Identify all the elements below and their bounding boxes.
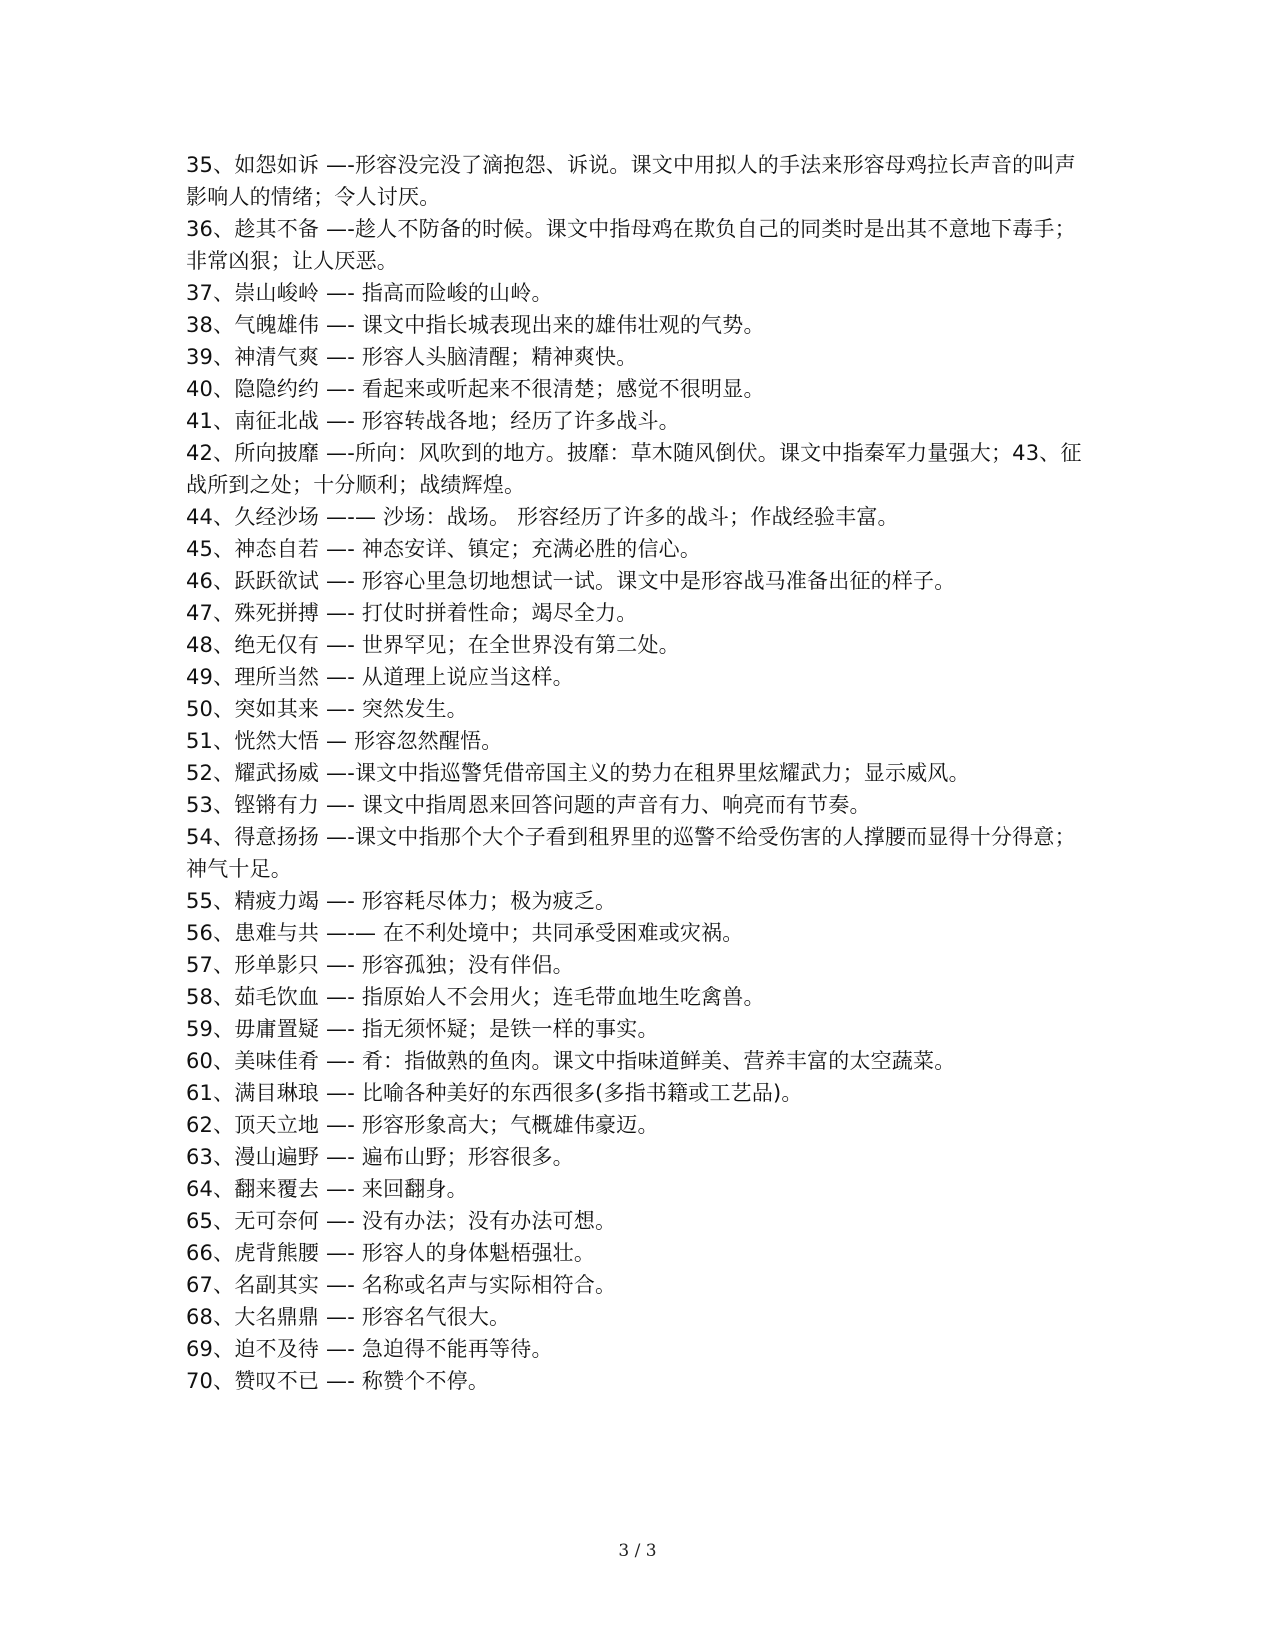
list-item: 61、满目琳琅 —- 比喻各种美好的东西很多(多指书籍或工艺品)。 bbox=[186, 1081, 803, 1105]
list-item: 64、翻来覆去 —- 来回翻身。 bbox=[186, 1177, 468, 1201]
list-item: 47、殊死拼搏 —- 打仗时拼着性命；竭尽全力。 bbox=[186, 601, 638, 625]
list-item: 40、隐隐约约 —- 看起来或听起来不很清楚；感觉不很明显。 bbox=[186, 377, 765, 401]
list-item: 46、跃跃欲试 —- 形容心里急切地想试一试。课文中是形容战马准备出征的样子。 bbox=[186, 569, 956, 593]
list-item: 49、理所当然 —- 从道理上说应当这样。 bbox=[186, 665, 574, 689]
list-item: 39、神清气爽 —- 形容人头脑清醒；精神爽快。 bbox=[186, 345, 638, 369]
list-item: 41、南征北战 —- 形容转战各地；经历了许多战斗。 bbox=[186, 409, 680, 433]
list-item: 44、久经沙场 —-— 沙场：战场。 形容经历了许多的战斗；作战经验丰富。 bbox=[186, 505, 899, 529]
list-item: 68、大名鼎鼎 —- 形容名气很大。 bbox=[186, 1305, 511, 1329]
list-item: 36、趁其不备 —-趁人不防备的时候。课文中指母鸡在欺负自己的同类时是出其不意地下毒手；非常凶狠；让人厌恶。 bbox=[186, 217, 1076, 273]
list-item: 37、崇山峻岭 —- 指高而险峻的山岭。 bbox=[186, 281, 553, 305]
list-item: 65、无可奈何 —- 没有办法；没有办法可想。 bbox=[186, 1209, 617, 1233]
list-item: 69、迫不及待 —- 急迫得不能再等待。 bbox=[186, 1337, 553, 1361]
list-item: 48、绝无仅有 —- 世界罕见；在全世界没有第二处。 bbox=[186, 633, 680, 657]
list-item: 45、神态自若 —- 神态安详、镇定；充满必胜的信心。 bbox=[186, 537, 702, 561]
list-item: 57、形单影只 —- 形容孤独；没有伴侣。 bbox=[186, 953, 574, 977]
list-item: 59、毋庸置疑 —- 指无须怀疑；是铁一样的事实。 bbox=[186, 1017, 659, 1041]
list-item: 58、茹毛饮血 —- 指原始人不会用火；连毛带血地生吃禽兽。 bbox=[186, 985, 765, 1009]
list-item: 35、如怨如诉 —-形容没完没了滴抱怨、诉说。课文中用拟人的手法来形容母鸡拉长声音的叫声影响人的情绪；令人讨厌。 bbox=[186, 153, 1076, 209]
list-item: 63、漫山遍野 —- 遍布山野；形容很多。 bbox=[186, 1145, 574, 1169]
list-item: 51、恍然大悟 — 形容忽然醒悟。 bbox=[186, 729, 503, 753]
list-item: 66、虎背熊腰 —- 形容人的身体魁梧强壮。 bbox=[186, 1241, 596, 1265]
list-item: 52、耀武扬威 —-课文中指巡警凭借帝国主义的势力在租界里炫耀武力；显示威风。 bbox=[186, 761, 970, 785]
list-item: 70、赞叹不已 —- 称赞个不停。 bbox=[186, 1369, 490, 1393]
list-item: 67、名副其实 —- 名称或名声与实际相符合。 bbox=[186, 1273, 617, 1297]
list-item: 50、突如其来 —- 突然发生。 bbox=[186, 697, 468, 721]
list-item: 42、所向披靡 —-所向：风吹到的地方。披靡：草木随风倒伏。课文中指秦军力量强大；43、征战所到之处；十分顺利；战绩辉煌。 bbox=[186, 441, 1082, 497]
list-item: 55、精疲力竭 —- 形容耗尽体力；极为疲乏。 bbox=[186, 889, 617, 913]
list-item: 54、得意扬扬 —-课文中指那个大个子看到租界里的巡警不给受伤害的人撑腰而显得十分得意；神气十足。 bbox=[186, 825, 1076, 881]
list-item: 53、铿锵有力 —- 课文中指周恩来回答问题的声音有力、响亮而有节奏。 bbox=[186, 793, 871, 817]
list-item: 38、气魄雄伟 —- 课文中指长城表现出来的雄伟壮观的气势。 bbox=[186, 313, 765, 337]
list-item: 56、患难与共 —-— 在不利处境中；共同承受困难或灾祸。 bbox=[186, 921, 744, 945]
page-number: 3 / 3 bbox=[618, 1541, 657, 1561]
idiom-list bbox=[186, 149, 1086, 1397]
list-item: 62、顶天立地 —- 形容形象高大；气概雄伟豪迈。 bbox=[186, 1113, 659, 1137]
list-item: 60、美味佳肴 —- 肴：指做熟的鱼肉。课文中指味道鲜美、营养丰富的太空蔬菜。 bbox=[186, 1049, 956, 1073]
